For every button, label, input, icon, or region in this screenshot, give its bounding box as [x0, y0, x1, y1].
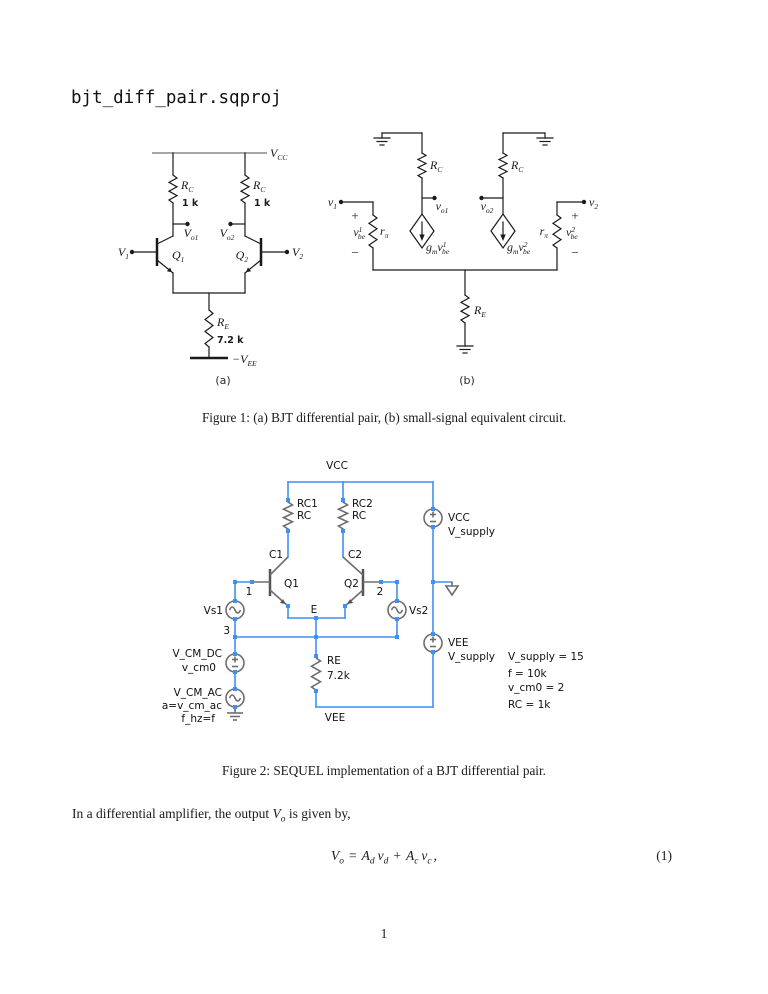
source-vcm-dc: [226, 654, 244, 672]
label-vcc-source-name: VCC: [448, 512, 470, 524]
label-emitter: E: [310, 604, 318, 616]
resistor-rc1: [418, 153, 426, 178]
ground-left-icon: [374, 133, 422, 145]
label-v1: $V_1$: [117, 245, 129, 261]
label-re-value: 7.2k: [327, 670, 350, 682]
resistor-rc2: [241, 175, 249, 203]
figure1-caption: Figure 1: (a) BJT differential pair, (b) small-signal equivalent circuit.: [201, 410, 567, 425]
label-plus2: +: [571, 208, 579, 223]
source-vs1: [226, 601, 244, 619]
label-minus2: −: [571, 245, 579, 260]
label-vs2: Vs2: [409, 605, 429, 617]
label-vee-rail: VEE: [324, 712, 346, 724]
label-node3: 3: [223, 625, 230, 637]
label-v1: $v_1$: [327, 195, 337, 211]
body-text-before: In a differential amplifier, the output: [72, 806, 273, 821]
param-f: f = 10k: [508, 668, 547, 680]
label-c1: C1: [268, 549, 283, 561]
label-vo1: $V_{o1}$: [183, 226, 199, 242]
label-vcc: $V_{CC}$: [270, 146, 288, 162]
label-vs1: Vs1: [203, 605, 223, 617]
label-v2: $V_2$: [292, 245, 304, 261]
label-vbe2: $v^2$ be: [566, 225, 578, 241]
label-node1: 1: [245, 586, 253, 598]
label-q2: $Q_2$: [235, 248, 248, 264]
source-vcc: [424, 509, 442, 527]
source-vs2: [388, 601, 406, 619]
resistor-rc2: [339, 502, 348, 529]
label-re: $R_E$: [474, 303, 486, 319]
label-vcc-rail: VCC: [326, 460, 348, 472]
label-vo1: $v_{o1}$: [435, 199, 449, 215]
param-v-supply: V_supply = 15: [508, 651, 584, 663]
label-v2: $v_2$: [589, 195, 599, 211]
ground-right-icon: [503, 133, 553, 145]
label-vcm-ac-amp: a=v_cm_ac: [161, 700, 222, 712]
label-rc2-value: 1 k: [254, 198, 271, 209]
resistor-rc2: [499, 153, 507, 178]
source-vcm-ac: [226, 689, 244, 707]
param-rc: RC = 1k: [508, 699, 551, 711]
label-rc1: $R_C$: [430, 158, 443, 174]
label-re-name: RE: [327, 655, 341, 667]
label-node2: 2: [376, 586, 384, 598]
label-rc1-name: RC1: [297, 498, 318, 510]
label-vee: $-V_{EE}$: [232, 352, 257, 368]
label-q1: Q1: [284, 578, 299, 590]
ground-bottom-icon: [457, 346, 473, 353]
label-gm1: $g_mv^1$ be: [426, 240, 450, 256]
fig1b-circuit: [328, 133, 598, 387]
fig1b-sublabel: (b): [459, 374, 475, 387]
label-rc2: $R_C$: [511, 158, 524, 174]
body-paragraph: [72, 806, 351, 825]
label-vo2: $v_{o2}$: [480, 199, 494, 215]
label-vcm-dc-value: v_cm0: [181, 662, 216, 674]
label-rc1-value: 1 k: [182, 198, 199, 209]
label-vbe1: $v^1$ be: [353, 225, 365, 241]
label-rc1-value: RC: [297, 510, 312, 522]
label-q1: $Q_1$: [172, 248, 185, 264]
label-vcm-dc-name: V_CM_DC: [172, 648, 222, 660]
label-c2: C2: [348, 549, 363, 561]
resistor-rc1: [284, 502, 293, 529]
label-plus1: +: [351, 208, 359, 223]
label-rpi2: $r_\pi$: [539, 224, 548, 240]
equation-number: (1): [656, 848, 672, 863]
resistor-rpi2: [553, 215, 561, 248]
label-rc1: $R_C$: [181, 178, 194, 194]
resistor-re: [205, 310, 213, 347]
body-vo-symbol: $V_o$: [272, 806, 286, 825]
page-number: 1: [380, 926, 388, 941]
label-minus1: −: [351, 245, 359, 260]
fig1a-sublabel: (a): [215, 374, 231, 387]
figure1-image: [115, 125, 635, 395]
label-re: $R_E$: [217, 315, 229, 331]
label-vo2: $V_{o2}$: [219, 226, 235, 242]
figure2-caption: Figure 2: SEQUEL implementation of a BJT differential pair.: [222, 763, 546, 778]
label-vee-source-value: V_supply: [448, 651, 496, 663]
resistor-re: [461, 295, 469, 323]
label-re-value: 7.2 k: [217, 335, 244, 346]
parameter-list: [508, 651, 584, 711]
body-text-after: is given by,: [285, 806, 351, 821]
figure2-image: [160, 455, 620, 745]
resistor-rpi1: [369, 215, 377, 248]
label-q2: Q2: [344, 578, 359, 590]
label-rc2-name: RC2: [352, 498, 373, 510]
label-vcm-ac-freq: f_hz=f: [181, 713, 215, 725]
ground-right-icon: [446, 582, 458, 595]
equation: $V_o = A_d$ $v_d + A_c$ $v_c$ ,: [331, 848, 437, 867]
label-gm2: $g_mv^2$ be: [507, 240, 531, 256]
label-rc2: $R_C$: [253, 178, 266, 194]
label-rc2-value: RC: [352, 510, 367, 522]
transistor-q2: [245, 236, 289, 273]
transistor-q1: [130, 236, 173, 273]
label-vee-source-name: VEE: [448, 637, 469, 649]
source-vee: [424, 634, 442, 652]
label-vcm-ac-name: V_CM_AC: [173, 687, 222, 699]
label-vcc-source-value: V_supply: [448, 526, 496, 538]
label-rpi1: $r_\pi$: [380, 224, 389, 240]
param-v-cm0: v_cm0 = 2: [508, 682, 565, 694]
document-title: bjt_diff_pair.sqproj: [71, 88, 282, 108]
fig1a-circuit: [118, 146, 303, 387]
resistor-rc1: [169, 175, 177, 203]
resistor-re: [312, 658, 321, 690]
transistor-q1: [253, 557, 288, 606]
